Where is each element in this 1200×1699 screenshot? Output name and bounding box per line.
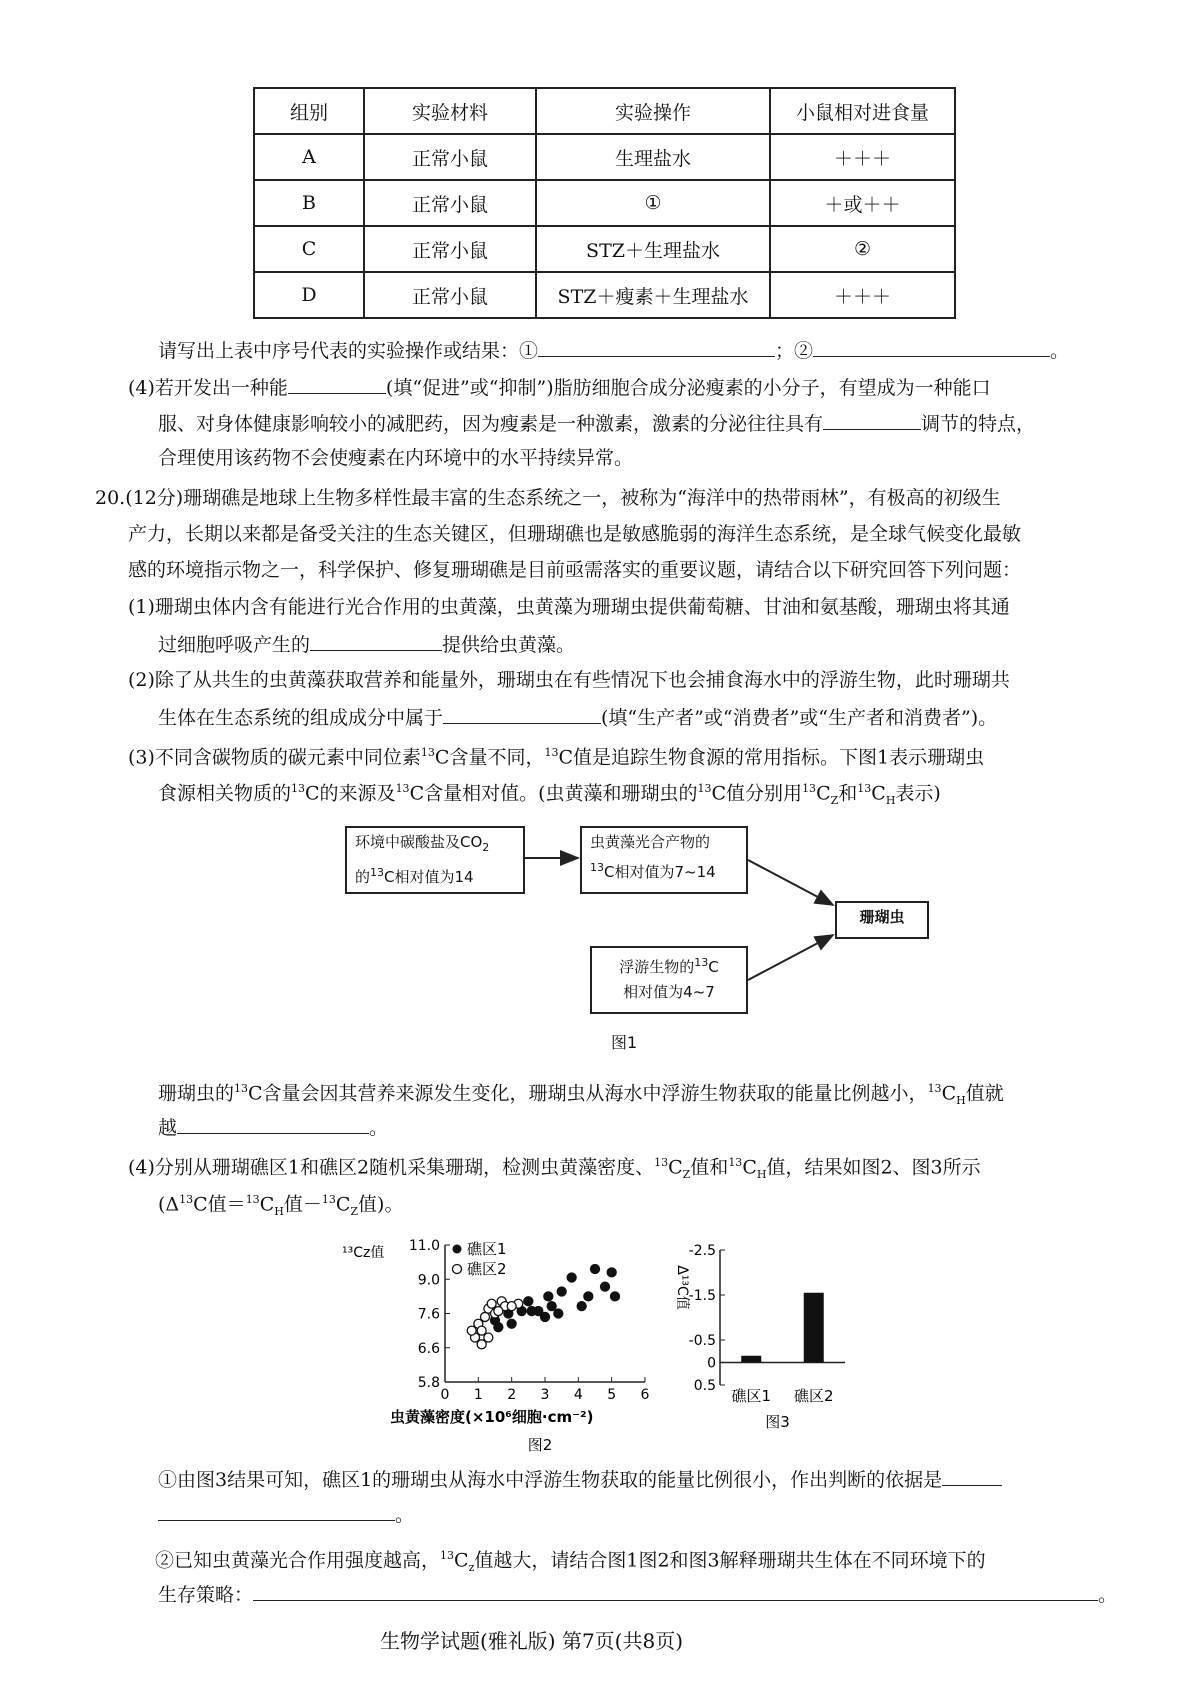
q20-part3b-line2 <box>158 1113 388 1141</box>
subscript: Z <box>830 794 839 808</box>
text: 值和 <box>690 1156 729 1179</box>
superscript: 13 <box>857 782 872 795</box>
text: C相对值为14 <box>384 868 474 886</box>
text: 值－ <box>283 1193 322 1216</box>
text: (填“生产者”或“消费者”或“生产者和消费者”)。 <box>601 707 998 729</box>
text: 生体在生态系统的组成成分中属于 <box>158 707 444 729</box>
text: (4)分别从珊瑚礁区1和礁区2随机采集珊瑚，检测虫黄藻密度、 <box>128 1156 655 1179</box>
text: C的来源及 <box>305 782 396 805</box>
answer-blank[interactable] <box>942 1465 1002 1486</box>
y-tick-label: 11.0 <box>408 1238 440 1254</box>
table-cell: C <box>254 226 364 272</box>
data-point-zone1 <box>584 1292 593 1301</box>
subscript: H <box>956 1094 966 1108</box>
coral-box: 珊瑚虫 <box>835 901 929 939</box>
table-cell: STZ＋生理盐水 <box>536 226 770 272</box>
superscript: 13 <box>291 782 306 795</box>
table-cell: 正常小鼠 <box>364 180 536 226</box>
table-cell: 正常小鼠 <box>364 226 536 272</box>
table-cell: 正常小鼠 <box>364 134 536 180</box>
text: 。 <box>395 1504 415 1526</box>
data-point-zone1 <box>591 1264 600 1273</box>
x-tick-label: 6 <box>640 1387 650 1403</box>
prompt-text: 。 <box>1050 340 1070 362</box>
text: C <box>742 1156 757 1179</box>
bar <box>804 1293 824 1363</box>
figure1-caption: 图1 <box>611 1033 638 1052</box>
text: 和 <box>838 782 858 805</box>
y-tick-label: 7.6 <box>417 1306 440 1323</box>
superscript: 13 <box>370 866 385 879</box>
text: 过细胞呼吸产生的 <box>158 634 311 656</box>
q20-sub2-line2 <box>158 1580 1117 1608</box>
text: C值分别用 <box>711 782 803 805</box>
text: 环境中碳酸盐及CO <box>355 833 483 851</box>
y-axis-label: ¹³Cz值 <box>342 1245 385 1261</box>
q20-intro: 20.(12分)珊瑚礁是地球上生物多样性最丰富的生态系统之一，被称为“海洋中的热带雨林”，有极高的初级生 <box>95 487 1001 509</box>
prompt-text: ；② <box>775 340 814 362</box>
text: (3)不同含碳物质的碳元素中同位素 <box>128 746 421 769</box>
table-header: 组别 <box>254 88 364 134</box>
data-point-zone1 <box>507 1319 516 1328</box>
text: 虫黄藻光合产物的 <box>590 833 711 851</box>
legend-marker-filled <box>453 1245 462 1254</box>
data-point-zone1 <box>577 1302 586 1311</box>
x-axis-label: 虫黄藻密度(×10⁶细胞·cm⁻²) <box>390 1408 594 1426</box>
data-point-zone1 <box>541 1312 550 1321</box>
text: C值是追踪生物食源的常用指标。下图1表示珊瑚虫 <box>558 746 985 769</box>
subscript: 2 <box>482 841 490 854</box>
table-cell: 生理盐水 <box>536 134 770 180</box>
q20-part4-line2 <box>158 1187 403 1225</box>
superscript: 13 <box>245 1193 260 1206</box>
q20-part1-line1: (1)珊瑚虫体内含有能进行光合作用的虫黄藻，虫黄藻为珊瑚虫提供葡萄糖、甘油和氨基酸，珊瑚虫将其通 <box>128 596 1010 618</box>
text: C <box>259 1193 275 1216</box>
answer-blank[interactable] <box>158 1500 395 1521</box>
text: C值＝ <box>193 1193 246 1216</box>
data-point-zone2 <box>487 1299 496 1308</box>
superscript: 13 <box>694 956 709 969</box>
table-cell: A <box>254 134 364 180</box>
subscript: H <box>274 1205 284 1219</box>
legend-label: 礁区2 <box>467 1260 507 1278</box>
text: C含量会因其营养来源发生变化，珊瑚虫从海水中浮游生物获取的能量比例越小， <box>248 1082 928 1105</box>
superscript: 13 <box>927 1082 942 1095</box>
data-point-zone2 <box>481 1312 490 1321</box>
text: C <box>454 1549 469 1572</box>
y-tick-label: 5.8 <box>417 1375 440 1391</box>
arrow <box>748 935 833 980</box>
table-cell: ＋或＋＋ <box>770 180 955 226</box>
q20-sub1-line1 <box>158 1465 1002 1493</box>
page-footer: 生物学试题(雅礼版) 第7页(共8页) <box>380 1629 684 1653</box>
q19-part4-line3: 合理使用该药物不会使瘦素在内环境中的水平持续异常。 <box>158 447 634 469</box>
arrow <box>748 860 833 905</box>
subscript: Z <box>682 1168 691 1182</box>
superscript: 13 <box>234 1082 249 1095</box>
text: C <box>941 1082 957 1105</box>
subscript: z <box>468 1561 475 1575</box>
superscript: 13 <box>697 782 712 795</box>
superscript: 13 <box>440 1549 455 1562</box>
text: C <box>708 958 719 976</box>
x-tick-label: 礁区2 <box>793 1387 834 1405</box>
y-tick-label: 0.5 <box>693 1378 716 1394</box>
superscript: 13 <box>590 861 604 874</box>
q20-part2-line1: (2)除了从共生的虫黄藻获取营养和能量外，珊瑚虫在有些情况下也会捕食海水中的浮游生物，此时珊瑚共 <box>128 669 1010 691</box>
text: 值越大，请结合图1图2和图3解释珊瑚共生体在不同环境下的 <box>474 1549 986 1572</box>
text: 值就 <box>965 1082 1004 1105</box>
superscript: 13 <box>321 1193 336 1206</box>
text: C <box>816 782 831 805</box>
data-point-zone1 <box>544 1292 553 1301</box>
text: 生存策略： <box>158 1584 254 1606</box>
q20-part3b-line1 <box>158 1076 1004 1114</box>
text: 食源相关物质的 <box>158 782 292 805</box>
q20-sub2-line1 <box>155 1543 986 1581</box>
x-tick-label: 2 <box>507 1387 517 1403</box>
text: ②已知虫黄藻光合作用强度越高， <box>155 1549 441 1572</box>
superscript: 13 <box>395 782 410 795</box>
y-axis-label: Δ¹³C值 <box>674 1265 690 1310</box>
data-point-zone2 <box>484 1333 493 1342</box>
data-point-zone1 <box>611 1292 620 1301</box>
x-tick-label: 礁区1 <box>731 1387 772 1405</box>
data-point-zone2 <box>494 1307 503 1316</box>
x-tick-label: 4 <box>573 1387 583 1403</box>
text: 。 <box>1098 1584 1118 1606</box>
text: 浮游生物的 <box>619 958 695 976</box>
legend-marker-open <box>453 1265 462 1274</box>
text: C含量不同， <box>434 746 545 769</box>
superscript: 13 <box>544 746 559 759</box>
text: 。 <box>369 1117 389 1139</box>
y-tick-label: 9.0 <box>417 1272 440 1289</box>
text: C <box>335 1193 351 1216</box>
table-header: 实验材料 <box>364 88 536 134</box>
y-tick-label: -1.5 <box>688 1288 716 1304</box>
q20-sub1-line2 <box>158 1500 414 1528</box>
x-tick-label: 3 <box>540 1387 550 1403</box>
subscript: H <box>756 1168 767 1182</box>
data-point-zone1 <box>494 1323 503 1332</box>
text: 相对值为4~7 <box>623 983 715 1001</box>
figure2-scatter-chart <box>340 1225 680 1460</box>
legend-label: 礁区1 <box>467 1240 507 1258</box>
figure3-caption: 图3 <box>765 1413 790 1431</box>
table-cell: ＋＋＋ <box>770 134 955 180</box>
text: C相对值为7~14 <box>604 863 716 881</box>
y-tick-label: -2.5 <box>688 1243 716 1259</box>
text: 越 <box>158 1117 178 1139</box>
table-cell: ＋＋＋ <box>770 272 955 318</box>
figure3-bar-chart <box>674 1235 900 1435</box>
text: ①由图3结果可知，礁区1的珊瑚虫从海水中浮游生物获取的能量比例很小，作出判断的依据是 <box>158 1469 943 1491</box>
bar <box>741 1356 761 1363</box>
text: 值，结果如图2、图3所示 <box>766 1156 981 1179</box>
superscript: 13 <box>654 1156 669 1169</box>
text: 值)。 <box>358 1193 404 1216</box>
text: C含量相对值。(虫黄藻和珊瑚虫的 <box>409 782 698 805</box>
table-cell: D <box>254 272 364 318</box>
q20-intro: 感的环境指示物之一，科学保护、修复珊瑚礁是目前亟需落实的重要议题，请结合以下研究回答下列问题： <box>128 559 1022 581</box>
answer-blank[interactable] <box>177 1113 369 1134</box>
data-point-zone2 <box>507 1302 516 1311</box>
data-point-zone1 <box>601 1282 610 1291</box>
text: 表示) <box>895 782 941 805</box>
text: C <box>871 782 886 805</box>
subscript: Z <box>350 1205 359 1219</box>
text: (填“促进”或“抑制”)脂肪细胞合成分泌瘦素的小分子，有望成为一种能口 <box>385 377 991 399</box>
table-cell: ① <box>536 180 770 226</box>
text: C <box>668 1156 683 1179</box>
table-header: 实验操作 <box>536 88 770 134</box>
x-tick-label: 1 <box>473 1387 483 1403</box>
data-point-zone1 <box>607 1268 616 1277</box>
q20-intro: 产力，长期以来都是备受关注的生态关键区，但珊瑚礁也是敏感脆弱的海洋生态系统，是全球气候变化最敏 <box>128 523 1022 545</box>
text: 调节的特点， <box>921 413 1036 435</box>
data-point-zone1 <box>527 1307 536 1316</box>
data-point-zone1 <box>567 1273 576 1282</box>
table-cell: 正常小鼠 <box>364 272 536 318</box>
superscript: 13 <box>420 746 435 759</box>
table-cell: ② <box>770 226 955 272</box>
data-point-zone1 <box>557 1287 566 1296</box>
text: 提供给虫黄藻。 <box>442 634 576 656</box>
q20-part4-line1 <box>128 1150 981 1188</box>
table-cell: B <box>254 180 364 226</box>
y-tick-label: -0.5 <box>688 1333 716 1349</box>
answer-blank[interactable] <box>253 1580 1098 1601</box>
table-header: 小鼠相对进食量 <box>770 88 955 134</box>
text: 的 <box>355 868 371 886</box>
text: (Δ <box>158 1193 180 1216</box>
superscript: 13 <box>728 1156 743 1169</box>
text: 珊瑚虫的 <box>158 1082 235 1105</box>
table-cell: STZ＋瘦素＋生理盐水 <box>536 272 770 318</box>
text: 服、对身体健康影响较小的减肥药，因为瘦素是一种激素，激素的分泌往往具有 <box>158 413 824 435</box>
superscript: 13 <box>802 782 817 795</box>
superscript: 13 <box>179 1193 194 1206</box>
subscript: H <box>885 794 896 808</box>
x-tick-label: 0 <box>440 1387 450 1403</box>
text: (4)若开发出一种能 <box>128 377 288 399</box>
y-tick-label: 0 <box>707 1355 716 1372</box>
data-point-zone2 <box>467 1326 476 1335</box>
data-point-zone1 <box>524 1297 533 1306</box>
y-tick-label: 6.6 <box>417 1340 440 1357</box>
figure2-caption: 图2 <box>527 1436 553 1454</box>
x-tick-label: 5 <box>607 1387 617 1403</box>
data-point-zone1 <box>547 1302 556 1311</box>
data-point-zone1 <box>554 1309 563 1318</box>
prompt-text: 请写出上表中序号代表的实验操作或结果：① <box>158 340 539 362</box>
